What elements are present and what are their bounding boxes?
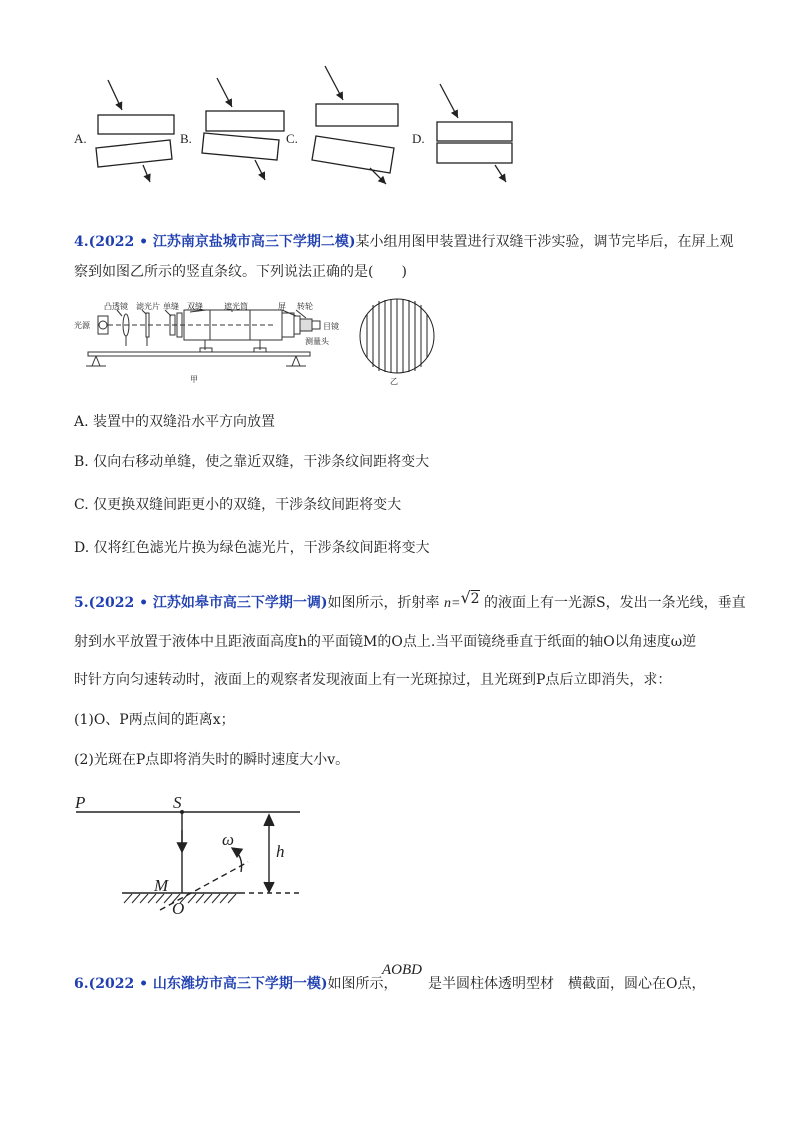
- label-light-source: 光源: [74, 321, 90, 330]
- q4-number: 4.: [74, 234, 89, 250]
- q4-option-a: A. 装置中的双缝沿水平方向放置: [74, 414, 276, 430]
- label-tube: 遮光筒: [224, 302, 248, 311]
- q4-option-b: B. 仅向右移动单缝，使之靠近双缝，干涉条纹间距将变大: [74, 454, 430, 470]
- q5-number: 5.: [74, 595, 89, 611]
- label-filter: 滤光片: [136, 302, 160, 311]
- label-p: P: [75, 793, 86, 812]
- q5-sub-1: (1)O、P两点间的距离x；: [74, 712, 235, 728]
- q5-line1-b: 的液面上有一光源S，发出一条光线，垂直: [484, 595, 746, 611]
- label-eyepiece: 目镜: [323, 322, 339, 331]
- option-b-label: B.: [180, 131, 192, 146]
- q5-line-3: 时针方向匀速转动时，液面上的观察者发现液面上有一光斑掠过，且光斑到P点后立即消失，求：: [74, 672, 672, 688]
- option-d-label: D.: [412, 131, 425, 146]
- option-c-label: C.: [286, 131, 298, 146]
- label-single-slit: 单缝: [163, 302, 179, 311]
- q5-line1-a: 如图所示，折射率: [327, 595, 440, 611]
- q4-stem-1: 某小组用图甲装置进行双缝干涉实验，调节完毕后，在屏上观: [355, 234, 734, 250]
- q4-source: (2022 • 江苏南京盐城市高三下学期二模): [88, 234, 356, 250]
- q5-line-2: 射到水平放置于液体中且距液面高度h的平面镜M的O点上.当平面镜绕垂直于纸面的轴O以角速度ω逆: [74, 634, 697, 650]
- q6-text-a: 如图所示，: [327, 976, 398, 992]
- q6-number: 6.: [74, 976, 89, 992]
- label-double-slit: 双缝: [187, 302, 203, 311]
- label-m: M: [154, 876, 169, 895]
- q4-option-d: D. 仅将红色滤光片换为绿色滤光片，干涉条纹间距将变大: [74, 540, 430, 556]
- label-lens: 凸透镜: [104, 302, 128, 311]
- q6-line-1: [74, 974, 398, 994]
- label-screen: 屏: [278, 302, 286, 311]
- caption-figure-a: 甲: [190, 375, 198, 384]
- q5-sub-2: (2)光斑在P点即将消失时的瞬时速度大小v。: [74, 752, 350, 768]
- option-a-label: A.: [74, 131, 87, 146]
- q4-stem-2: 察到如图乙所示的竖直条纹。下列说法正确的是( ): [74, 264, 407, 280]
- q5-source: (2022 • 江苏如皋市高三下学期一调): [88, 595, 328, 611]
- label-omega: ω: [222, 830, 235, 849]
- label-h: h: [276, 842, 285, 861]
- label-gauge: 测量头: [305, 337, 329, 346]
- sqrt-icon: √: [460, 588, 471, 607]
- q6-symbol: AOBD: [382, 962, 422, 978]
- label-o: O: [172, 899, 185, 918]
- q4-option-c: C. 仅更换双缝间距更小的双缝，干涉条纹间距将变大: [74, 497, 402, 513]
- label-knob: 转轮: [297, 302, 313, 311]
- label-s: S: [173, 793, 182, 812]
- q6-text-b: 是半圆柱体透明型材 横截面，圆心在O点，: [428, 976, 706, 992]
- q5-sqrt-value: 2: [470, 591, 480, 607]
- caption-figure-b: 乙: [390, 377, 398, 386]
- q6-source: (2022 • 山东潍坊市高三下学期一模): [88, 976, 328, 992]
- q5-n-symbol: n=: [444, 596, 461, 611]
